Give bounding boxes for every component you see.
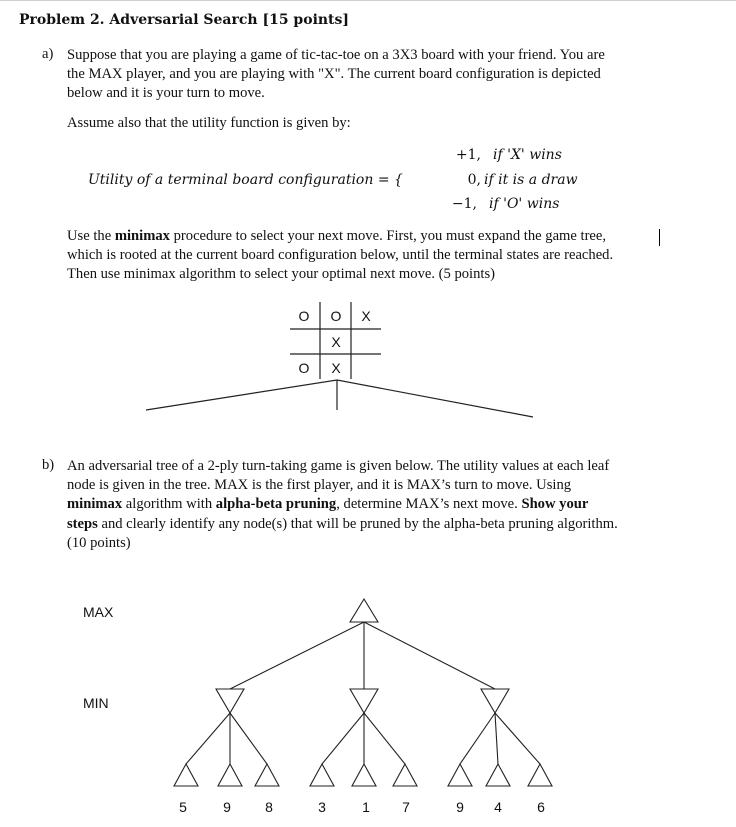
leaf-node [486,764,510,786]
instruction-line: Then use minimax algorithm to select your optimal next move. (5 points) [67,266,496,283]
tree-edge [230,713,267,764]
leaf-node [218,764,242,786]
leaf-node [174,764,198,786]
utility-lhs: Utility of a terminal board configuration = { [88,172,403,188]
utility-condition: if 'X' wins [493,147,562,163]
leaf-value: 9 [223,799,231,815]
leaf-value: 5 [179,799,187,815]
part-b-line [67,495,657,514]
tree-edge [495,713,498,764]
plain-text: and clearly identify any node(s) that will be pruned by the alpha-beta pruning algorithm. [97,515,618,532]
part-b-line: (10 points) [67,534,131,551]
utility-value: −1, [451,196,477,212]
utility-condition: if 'O' wins [489,196,560,212]
leaf-node [393,764,417,786]
game-tree [0,560,736,827]
bold-term: alpha-beta pruning [215,496,337,513]
plain-text: , determine MAX’s next move. [336,496,522,513]
leaf-value: 7 [402,799,410,815]
min-level-label: MIN [83,695,109,711]
tree-edge [364,622,495,689]
tree-edge [460,713,495,764]
problem-title: Problem 2. Adversarial Search [15 points] [19,12,350,28]
leaf-node [528,764,552,786]
bold-term: minimax [67,496,123,513]
leaf-value: 8 [265,799,273,815]
leaf-node [310,764,334,786]
bold-term: Show your [521,496,589,513]
part-a-intro-line: the MAX player, and you are playing with "X". The current board configuration is depicted [67,66,601,83]
plain-text: algorithm with [122,496,216,513]
leaf-value: 6 [537,799,545,815]
tree-edge [230,622,364,689]
part-b-line: An adversarial tree of a 2-ply turn-taking game is given below. The utility values at each leaf [67,458,610,474]
part-a-intro-line: Suppose that you are playing a game of tic-tac-toe on a 3X3 board with your friend. You are [67,47,605,63]
part-b-marker: b) [42,457,55,473]
leaf-node [352,764,376,786]
utility-condition: if it is a draw [484,172,578,188]
max-level-label: MAX [83,604,114,620]
tree-edge [322,713,364,764]
leaf-node [448,764,472,786]
leaf-node [255,764,279,786]
part-b-line [67,515,657,534]
tree-branch [146,380,337,410]
board-cell: O [330,308,342,324]
instruction-line: which is rooted at the current board configuration below, until the terminal states are reached. [67,247,614,264]
board-cell: X [361,308,371,324]
bold-term: steps [67,515,98,532]
board-cell: O [298,360,310,376]
part-b-text [67,457,657,553]
assume-text: Assume also that the utility function is given by: [67,115,351,131]
leaf-value: 1 [362,799,370,815]
min-node [481,689,509,713]
instr-text: procedure to select your next move. First, you must expand the game tree, [169,228,607,244]
max-node [350,599,378,622]
utility-value: +1, [455,147,481,163]
part-b-line: node is given in the tree. MAX is the first player, and it is MAX’s turn to move. Using [67,477,572,494]
part-a-marker: a) [42,46,54,62]
leaf-value: 9 [456,799,464,815]
part-a-intro-line: below and it is your turn to move. [67,85,265,102]
min-node [350,689,378,713]
leaf-value: 3 [318,799,326,815]
instr-text: Use the [67,228,115,244]
tree-edge [364,713,405,764]
leaf-value: 4 [494,799,502,815]
board-cell: X [331,360,341,376]
tree-branch [337,380,533,417]
min-node [216,689,244,713]
tree-edge [186,713,230,764]
board-cell: X [331,334,341,350]
instr-bold: minimax [114,228,170,244]
board-cell: O [298,308,310,324]
utility-value: 0, [467,172,481,188]
tree-edge [495,713,540,764]
